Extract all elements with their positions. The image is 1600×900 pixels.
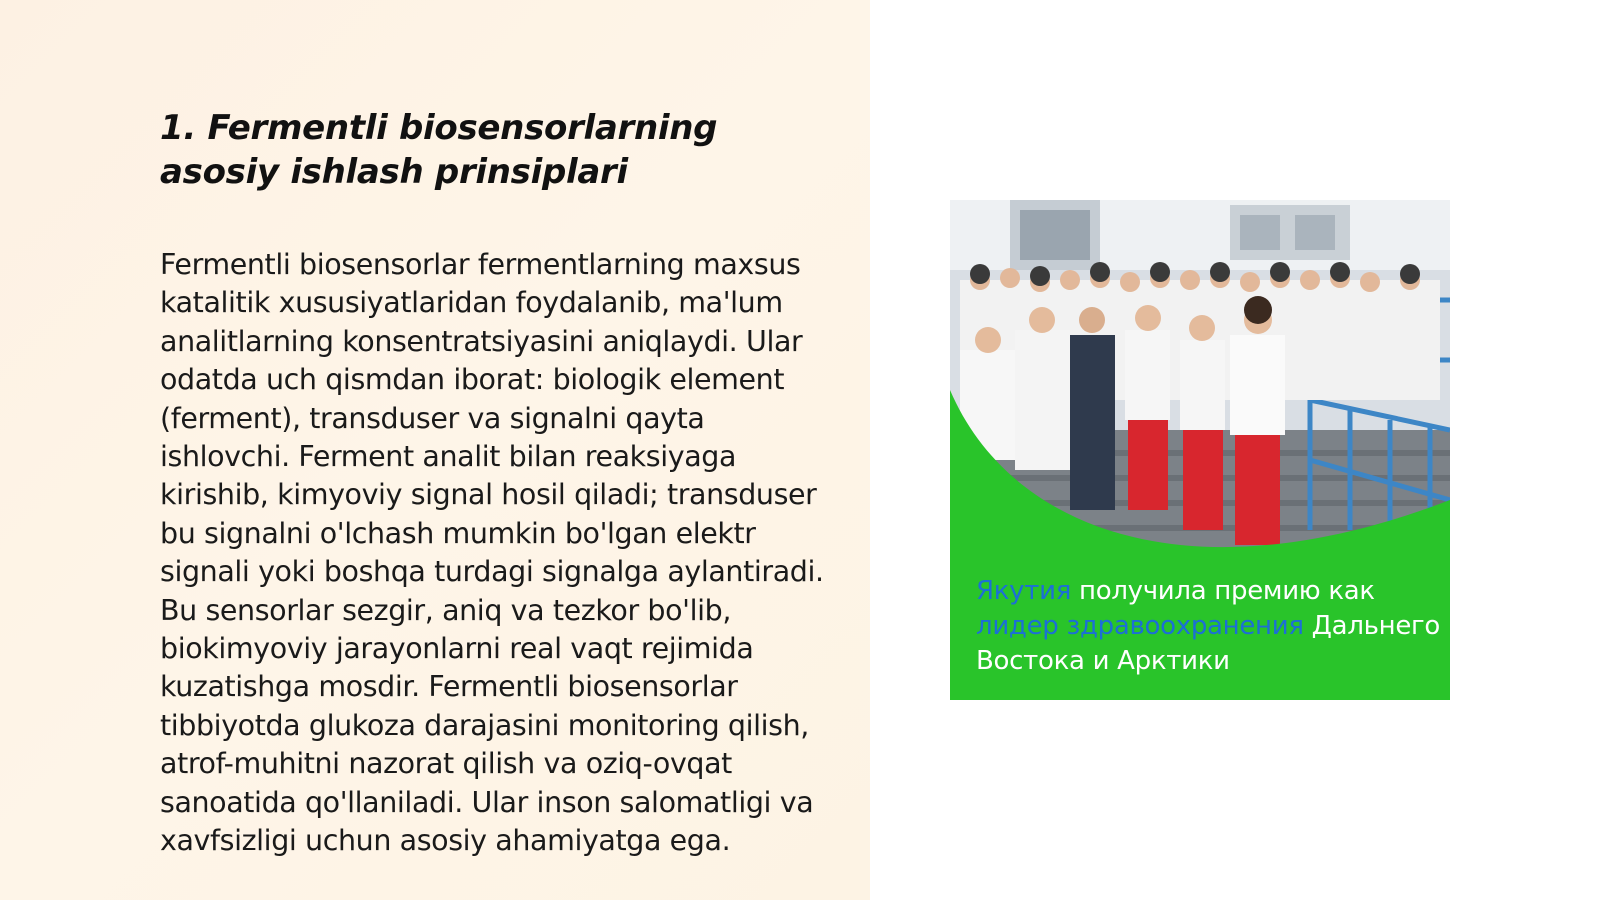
slide-title: 1. Fermentli biosensorlarning asosiy ishlash prinsiplari [160, 108, 718, 192]
image-caption [976, 574, 1446, 679]
caption-highlight-2: лидер здравоохранения [976, 611, 1304, 641]
caption-text-2: Дальнего Востока и Арктики [976, 611, 1441, 676]
news-image [950, 200, 1450, 700]
caption-highlight-1: Якутия [976, 576, 1072, 606]
slide-body-text: Fermentli biosensorlar fermentlarning maxsus katalitik xususiyatlaridan foydalanib, ma'lum analitlarning konsentratsiyasini aniqlaydi. Ular odatda uch qismdan iborat: biologik element (ferment), transduser va signalni qayta ishlovchi. Ferment analit bilan reaksiyaga kirishib, kimyoviy signal hosil qiladi; transduser bu signalni o'lchash mumkin bo'lgan elektr signali yoki boshqa turdagi signalga aylantiradi. Bu sensorlar sezgir, aniq va tezkor bo'lib, biokimyoviy jarayonlarni real vaqt rejimida kuzatishga mosdir. Fermentli biosensorlar tibbiyotda glukoza darajasini monitoring qilish, atrof-muhitni nazorat qilish va oziq-ovqat sanoatida qo'llaniladi. Ular inson salomatligi va xavfsizligi uchun asosiy ahamiyatga ega. [160, 248, 824, 858]
caption-text-1: получила премию как [1071, 576, 1375, 606]
